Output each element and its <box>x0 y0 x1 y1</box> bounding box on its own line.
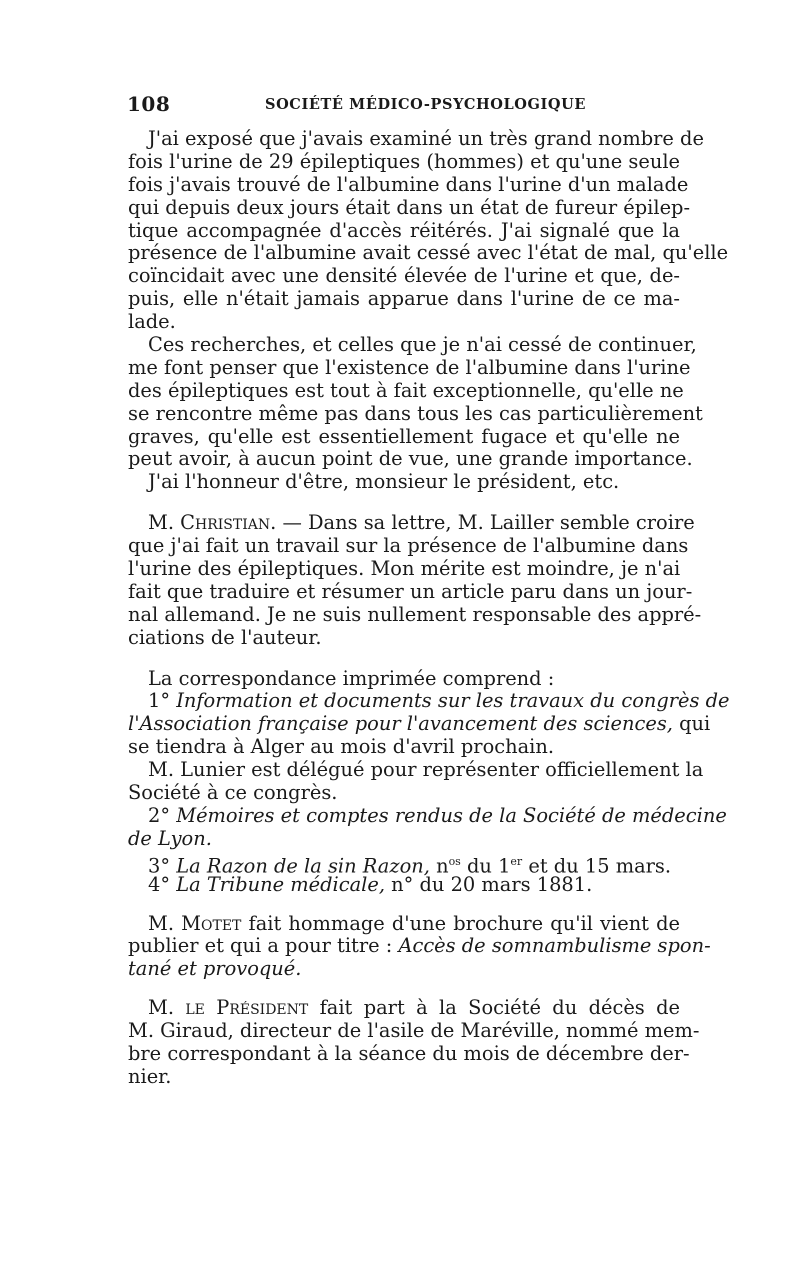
correspondance-intro: La correspondance imprimée comprend : <box>148 666 555 690</box>
text-line: tique accompagnée d'accès réitérés. J'ai signalé que la <box>128 218 680 242</box>
text-line: de Lyon. <box>128 826 212 850</box>
text-line: l'urine des épileptiques. Mon mérite est moindre, je n'ai <box>128 557 681 581</box>
closing-salutation: J'ai l'honneur d'être, monsieur le président, etc. <box>148 470 620 494</box>
paragraph-albumine-report <box>128 127 729 334</box>
item-4: 4° La Tribune médicale, n° du 20 mars 1881. <box>148 872 593 896</box>
text-line: M. Giraud, directeur de l'asile de Maréville, nommé mem- <box>128 1019 700 1043</box>
item-3: 3° La Razon de la sin Razon, $n^{os}$ du 1er et du 15 mars. <box>148 854 672 878</box>
speaker-name: M. Christian. <box>148 511 277 535</box>
text-line: Ces recherches, et celles que je n'ai cessé de continuer, <box>148 333 697 357</box>
text-line: qui depuis deux jours était dans un état de fureur épilep- <box>128 195 691 219</box>
text-line: que j'ai fait un travail sur la présence de l'albumine dans <box>128 534 689 558</box>
paragraph-conclusions <box>128 333 703 494</box>
text-line: publier et qui a pour titre : Accès de somnambulisme spon- <box>128 934 711 958</box>
page-number: 108 <box>127 92 171 116</box>
text-line: J'ai exposé que j'avais examiné un très grand nombre de <box>148 127 704 150</box>
spacer <box>128 650 680 668</box>
text-line: nal allemand. Je ne suis nullement responsable des appré- <box>128 602 702 626</box>
text-line: tané et provoqué. <box>128 957 302 981</box>
text-line: se tiendra à Alger au mois d'avril prochain. <box>128 735 555 759</box>
text-line: fait que traduire et résumer un article paru dans un jour- <box>128 579 693 603</box>
text-line: me font penser que l'existence de l'albumine dans l'urine <box>128 355 691 379</box>
paragraph-president <box>128 996 700 1089</box>
text-line: lade. <box>128 310 176 334</box>
text-line: se rencontre même pas dans tous les cas particulièrement <box>128 401 703 425</box>
speaker-name: M. Motet <box>148 911 242 935</box>
item-2: 2° Mémoires et comptes rendus de la Société de médecine <box>148 803 727 827</box>
text-line: M. Motet fait hommage d'une brochure qu'il vient de <box>148 911 680 935</box>
text-line: fois j'avais trouvé de l'albumine dans l'urine d'un malade <box>128 172 689 196</box>
speaker-name: M. le Président <box>148 996 309 1020</box>
text-line: peut avoir, à aucun point de vue, une grande importance. <box>128 447 693 471</box>
text-line: M. le Président fait part à la Société du décès de <box>148 996 680 1020</box>
text-line: bre correspondant à la séance du mois de décembre der- <box>128 1041 690 1065</box>
text-line: l'Association française pour l'avancement des sciences, qui <box>128 712 711 736</box>
paragraph-motet <box>128 911 711 982</box>
spacer <box>128 494 680 512</box>
text-line: graves, qu'elle est essentiellement fugace et qu'elle ne <box>128 424 680 448</box>
text-line: Société à ce congrès. <box>128 781 338 805</box>
item-1: 1° Information et documents sur les travaux du congrès de <box>148 689 730 713</box>
text-line: puis, elle n'était jamais apparue dans l'urine de ce ma- <box>128 287 680 311</box>
page-header <box>127 92 682 118</box>
text-line: présence de l'albumine avait cessé avec l'état de mal, qu'elle <box>128 241 729 265</box>
paragraph-christian <box>128 511 702 649</box>
spacer <box>128 897 680 913</box>
running-title: SOCIÉTÉ MÉDICO-PSYCHOLOGIQUE <box>265 96 587 113</box>
text-line: fois l'urine de 29 épileptiques (hommes) et qu'une seule <box>128 149 680 173</box>
text-line: ciations de l'auteur. <box>128 625 322 649</box>
text-line: des épileptiques est tout à fait exceptionnelle, qu'elle ne <box>128 378 684 402</box>
body-text <box>128 127 730 1089</box>
text-line: nier. <box>128 1064 172 1088</box>
correspondance-section <box>128 666 730 897</box>
text-line: M. Lunier est délégué pour représenter officiellement la <box>148 758 704 782</box>
spacer <box>128 981 680 997</box>
text-line: coïncidait avec une densité élevée de l'urine et que, de- <box>128 264 680 288</box>
text-line: M. Christian. — Dans sa lettre, M. Lailler semble croire <box>148 511 695 535</box>
